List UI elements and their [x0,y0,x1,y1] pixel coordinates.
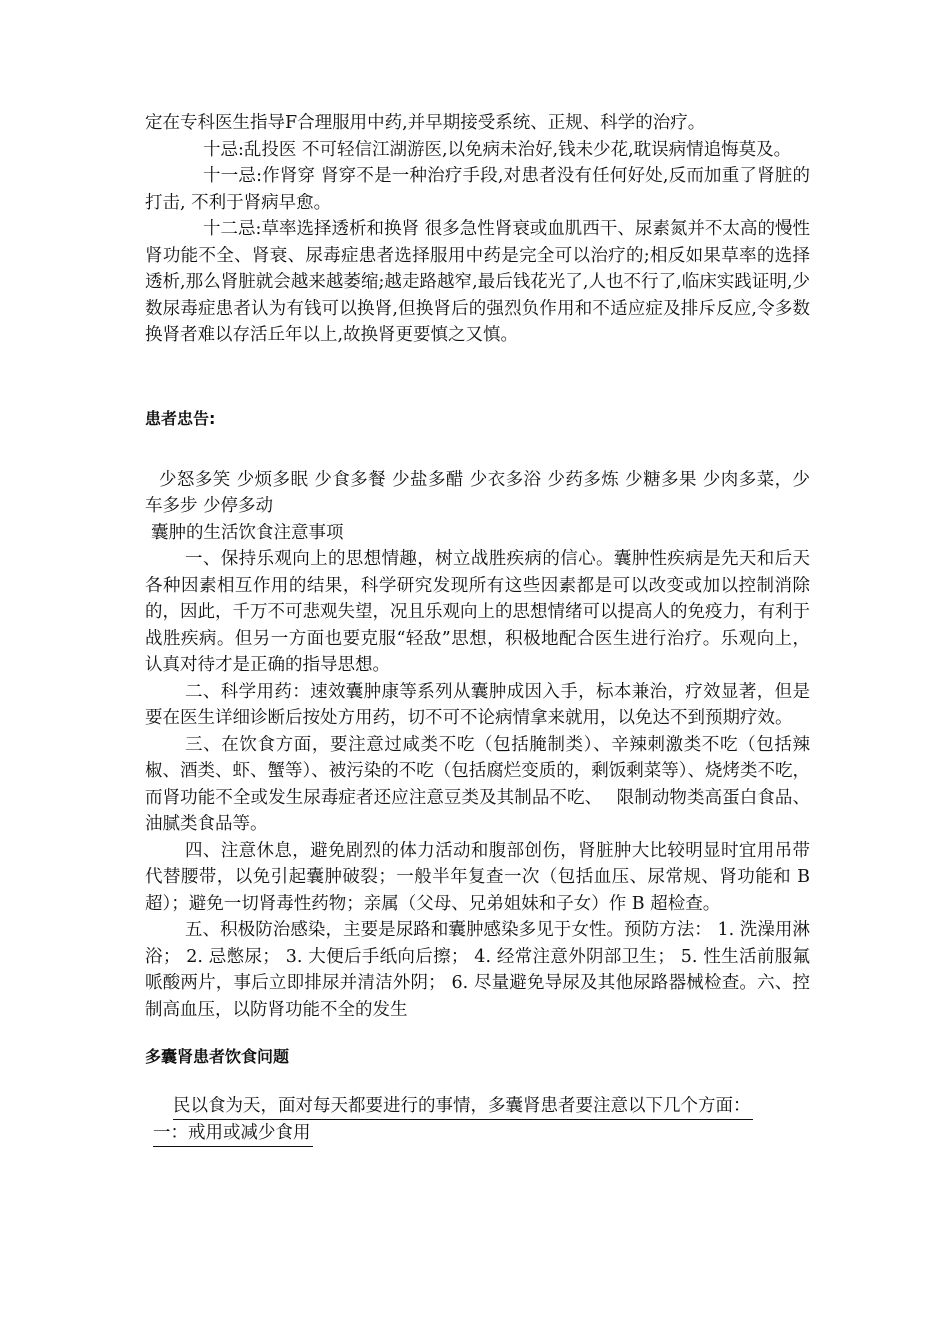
paragraph-taboo-11: 十一忌:作肾穿 肾穿不是一种治疗手段,对患者没有任何好处,反而加重了肾脏的打击, 不利于肾病早愈。 [145,166,810,213]
diet-heading: 多囊肾患者饮食问题 [145,1047,290,1066]
document-page [145,110,810,1147]
paragraph-taboo-12: 十二忌:草率选择透析和换肾 很多急性肾衰或血肌西干、尿素氮并不太高的慢性肾功能不全、肾衰、尿毒症患者选择服用中药是完全可以治疗的;相反如果草率的选择透析,那么肾脏就会越来越萎缩;越走路越窄,最后钱花光了,人也不行了,临床实践证明,少数尿毒症患者认为有钱可以换肾,但换肾后的强烈负作用和不适应症及排斥反应,令多数换肾者难以存活丘年以上,故换肾更要慎之又慎。 [145,219,810,345]
advice-subtitle: 囊肿的生活饮食注意事项 [151,522,344,543]
paragraph-continuation: 定在专科医生指导F合理服用中药,并早期接受系统、正规、科学的治疗。 [145,113,706,133]
advice-heading: 患者忠告: [145,408,216,428]
advice-item-3: 三、在饮食方面，要注意过咸类不吃（包括腌制类）、辛辣刺激类不吃（包括辣椒、酒类、虾、蟹等）、被污染的不吃（包括腐烂变质的，剩饭剩菜等）、烧烤类不吃，而肾功能不全或发生尿毒症者还应注意豆类及其制品不吃、 限制动物类高蛋白食品、油腻类食品等。 [145,734,810,834]
diet-point-1: 一：戒用或减少食用 [153,1120,313,1147]
advice-item-1: 一、保持乐观向上的思想情趣，树立战胜疾病的信心。囊肿性疾病是先天和后天各种因素相互作用的结果，科学研究发现所有这些因素都是可以改变或加以控制消除的，因此，千万不可悲观失望，况且乐观向上的思想情绪可以提高人的免疫力，有利于战胜疾病。但另一方面也要克服“轻敌”思想，积极地配合医生进行治疗。乐观向上，认真对待才是正确的指导思想。 [145,549,810,675]
paragraph-taboo-10: 十忌:乱投医 不可轻信江湖游医,以免病未治好,钱未少花,耽误病情追悔莫及。 [203,139,792,160]
section-kidney-taboos [145,110,810,349]
diet-intro: 民以食为天，面对每天都要进行的事情，多囊肾患者要注意以下几个方面： [173,1093,753,1120]
section-patient-advice [145,407,810,1024]
advice-slogan: 少怒多笑 少烦多眠 少食多餐 少盐多醋 少衣多浴 少药多炼 少糖多果 少肉多菜，少车多步 少停多动 [145,469,810,516]
section-diet [145,1045,810,1147]
advice-item-5: 五、积极防治感染，主要是尿路和囊肿感染多见于女性。预防方法： 1. 洗澡用淋浴； 2. 忌憋尿； 3. 大便后手纸向后擦； 4. 经常注意外阴部卫生； 5. 性生活前服氟哌酸两片，事后立即排尿并清洁外阴； 6. 尽量避免导尿及其他尿路器械检查。六、控制高血压，以防肾功能不全的发生 [145,920,810,1020]
advice-item-2: 二、科学用药：速效囊肿康等系列从囊肿成因入手，标本兼治，疗效显著，但是要在医生详细诊断后按处方用药，切不可不论病情拿来就用，以免达不到预期疗效。 [145,681,810,728]
advice-item-4: 四、注意休息，避免剧烈的体力活动和腹部创伤，肾脏肿大比较明显时宜用吊带代替腰带，以免引起囊肿破裂；一般半年复查一次（包括血压、尿常规、肾功能和 B 超）；避免一切肾毒性药物；亲属（父母、兄弟姐妹和子女）作 B 超检查。 [145,840,810,914]
